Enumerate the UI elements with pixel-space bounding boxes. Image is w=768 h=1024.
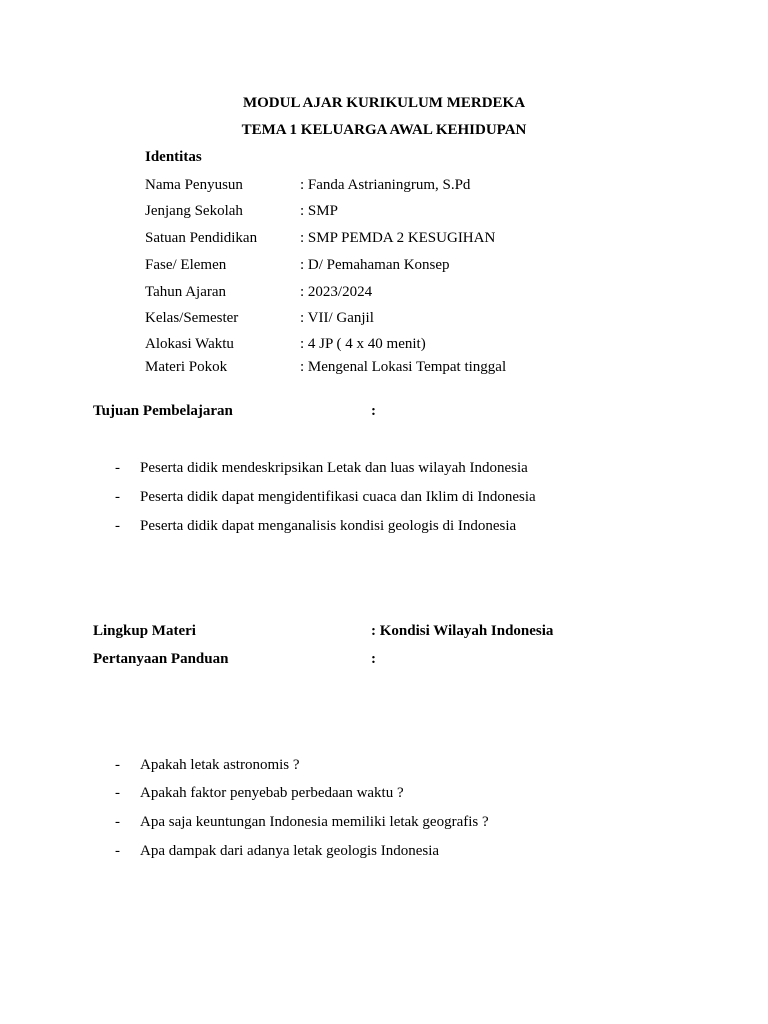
identitas-label-fase-elemen: Fase/ Elemen: [145, 257, 227, 273]
list-item: Peserta didik dapat mengidentifikasi cuaca dan Iklim di Indonesia: [140, 489, 536, 505]
identitas-value-materi-pokok: : Mengenal Lokasi Tempat tinggal: [300, 359, 507, 375]
list-bullet: -: [115, 814, 120, 830]
identitas-label-nama-penyusun: Nama Penyusun: [145, 177, 243, 193]
identitas-value-alokasi-waktu: : 4 JP ( 4 x 40 menit): [300, 336, 426, 352]
identitas-label-satuan-pendidikan: Satuan Pendidikan: [145, 230, 258, 246]
identitas-value-fase-elemen: : D/ Pemahaman Konsep: [300, 257, 450, 273]
identitas-value-nama-penyusun: : Fanda Astrianingrum, S.Pd: [300, 177, 471, 193]
identitas-label-tahun-ajaran: Tahun Ajaran: [145, 284, 227, 300]
list-bullet: -: [115, 757, 120, 773]
list-item: Apa saja keuntungan Indonesia memiliki letak geografis ?: [140, 814, 489, 830]
list-bullet: -: [115, 460, 120, 476]
list-item: Apakah faktor penyebab perbedaan waktu ?: [140, 785, 404, 801]
list-item: Apa dampak dari adanya letak geologis Indonesia: [140, 843, 440, 859]
identitas-label-kelas-semester: Kelas/Semester: [145, 310, 239, 326]
identitas-value-kelas-semester: : VII/ Ganjil: [300, 310, 374, 326]
identitas-label-jenjang-sekolah: Jenjang Sekolah: [145, 203, 243, 219]
list-bullet: -: [115, 489, 120, 505]
identitas-heading: Identitas: [145, 149, 202, 165]
list-item: Peserta didik mendeskripsikan Letak dan luas wilayah Indonesia: [140, 460, 528, 476]
lingkup-materi-value: : Kondisi Wilayah Indonesia: [371, 623, 554, 639]
identitas-value-jenjang-sekolah: : SMP: [300, 203, 338, 219]
document-title: MODUL AJAR KURIKULUM MERDEKA: [242, 95, 526, 111]
pertanyaan-panduan-colon: :: [371, 651, 376, 667]
document-subtitle: TEMA 1 KELUARGA AWAL KEHIDUPAN: [241, 122, 527, 138]
list-bullet: -: [115, 785, 120, 801]
list-item: Apakah letak astronomis ?: [140, 757, 300, 773]
tujuan-pembelajaran-colon: :: [371, 403, 376, 419]
lingkup-materi-label: Lingkup Materi: [93, 623, 196, 639]
tujuan-pembelajaran-label: Tujuan Pembelajaran: [93, 403, 233, 419]
list-bullet: -: [115, 518, 120, 534]
identitas-value-satuan-pendidikan: : SMP PEMDA 2 KESUGIHAN: [300, 230, 496, 246]
pertanyaan-panduan-label: Pertanyaan Panduan: [93, 651, 229, 667]
identitas-value-tahun-ajaran: : 2023/2024: [300, 284, 373, 300]
list-bullet: -: [115, 843, 120, 859]
list-item: Peserta didik dapat menganalisis kondisi geologis di Indonesia: [140, 518, 517, 534]
identitas-label-materi-pokok: Materi Pokok: [145, 359, 228, 375]
identitas-label-alokasi-waktu: Alokasi Waktu: [145, 336, 234, 352]
